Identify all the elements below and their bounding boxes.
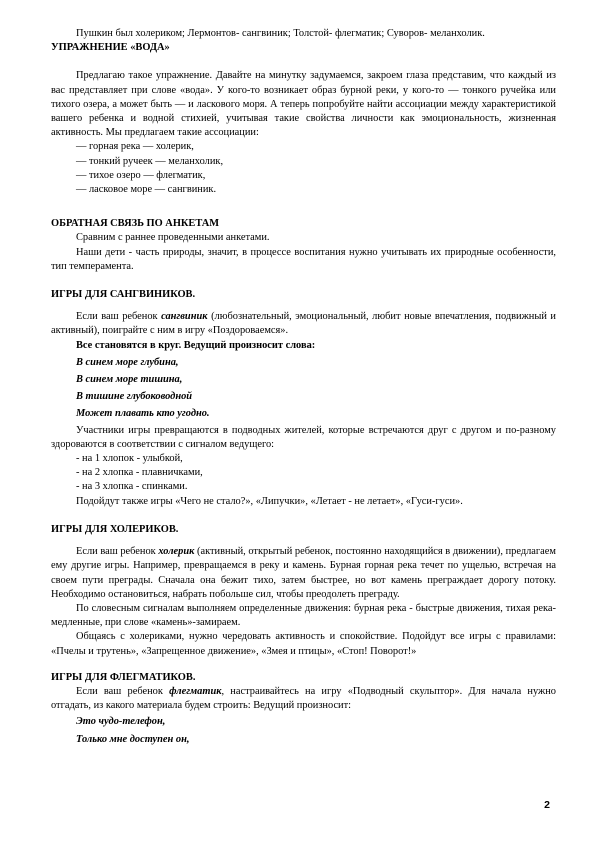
term-choleric: холерик <box>158 546 195 558</box>
section-heading-sanguine: ИГРЫ ДЛЯ САНГВИНИКОВ. <box>51 289 196 301</box>
sanguine-claps-list <box>51 452 556 495</box>
choleric-intro: Если ваш ребенок холерик (активный, открытый ребенок, постоянно находящийся в движении), предлагаем ему другие игры. Например, превращаемся в реку и камень. Бурная горная река течет по ущелью, встречая на своем пути преграды. Сначала она бежит тихо, затем быстрее, но вот камень преграждает дорогу потоку. Необходимо остановиться, набрать побольше сил, чтобы преодолеть преграду. <box>51 546 556 600</box>
list-item: — тихое озеро — флегматик, <box>76 169 206 181</box>
choleric-paragraph-2: По словесным сигналам выполняем определенные движения: бурная река - быстрые движения, тихая река- медленные, при слове «камень»-замираем. <box>51 602 556 629</box>
term-phlegmatic: флегматик <box>169 685 222 697</box>
page-number: 2 <box>544 799 550 811</box>
list-item: - на 3 хлопка - спинками. <box>76 481 188 493</box>
sanguine-paragraph: Участники игры превращаются в подводных жителей, которые встречаются друг с другом и по-разному здороваются в соответствии с сигналом ведущего: <box>51 424 556 450</box>
water-associations-list <box>51 140 556 197</box>
verse-line: Может плавать кто угодно. <box>76 408 210 420</box>
sanguine-also-games: Подойдут также игры «Чего не стало?», «Липучки», «Летает - не летает», «Гуси-гуси». <box>76 495 463 507</box>
section-heading-choleric: ИГРЫ ДЛЯ ХОЛЕРИКОВ. <box>51 523 179 535</box>
verse-line: В синем море тишина, <box>76 374 183 386</box>
list-item: - на 1 хлопок - улыбкой, <box>76 453 183 465</box>
feedback-line-2: Наши дети - часть природы, значит, в процессе воспитания нужно учитывать их природные особенности, тип темперамента. <box>51 246 556 272</box>
list-item: — горная река — холерик, <box>76 141 194 153</box>
sanguine-intro: Если ваш ребенок сангвиник (любознательный, эмоциональный, любит новые впечатления, подвижный и активный), поиграйте с ним в игру «Поздороваемся». <box>51 311 556 337</box>
section-heading-water: УПРАЖНЕНИЕ «ВОДА» <box>51 42 170 54</box>
section-heading-phlegmatic: ИГРЫ ДЛЯ ФЛЕГМАТИКОВ. <box>51 671 196 683</box>
list-item: - на 2 хлопка - плавничками, <box>76 467 203 479</box>
phlegmatic-verse-block <box>51 715 556 746</box>
water-paragraph: Предлагаю такое упражнение. Давайте на минутку задумаемся, закроем глаза представим, что каждый из вас представляет при слове «вода». У кого-то возникает образ бурной реки, у кого-то — тонкого ручейка или тихого озера, а может быть — и ласкового моря. А теперь попробуйте найти ассоциации между характеристикой вашего ребенка и водной стихией, учитывая такие свойства личности как эмоциональность, жизненная активность. Мы предлагаем такие ассоциации: <box>51 70 556 139</box>
verse-line: В тишине глубоководной <box>76 391 193 403</box>
phlegmatic-intro: Если ваш ребенок флегматик, настраивайтесь на игру «Подводный скульптор». Для начала нужно отгадать, из какого материала будем строить: Ведущий произносит: <box>51 685 556 712</box>
verse-line: Это чудо-телефон, <box>76 716 166 728</box>
temperament-examples: Пушкин был холериком; Лермонтов- сангвиник; Толстой- флегматик; Суворов- меланхолик. <box>76 28 485 39</box>
list-item: — тонкий ручеек — меланхолик, <box>76 155 224 167</box>
feedback-line-1: Сравним с раннее проведенными анкетами. <box>76 232 270 244</box>
list-item: — ласковое море — сангвиник. <box>76 184 217 196</box>
term-sanguine: сангвиник <box>161 311 208 323</box>
sanguine-verse-block <box>51 339 556 422</box>
choleric-paragraph-3: Общаясь с холериками, нужно чередовать активность и спокойствие. Подойдут все игры с правилами: «Пчелы и трутень», «Запрещенное движение», «Змея и птицы», «Стоп! Поворот!» <box>51 631 556 657</box>
verse-line: Только мне доступен он, <box>76 733 190 745</box>
verse-line: В синем море глубина, <box>76 356 179 368</box>
section-heading-feedback: ОБРАТНАЯ СВЯЗЬ ПО АНКЕТАМ <box>51 218 220 230</box>
sanguine-instruction: Все становятся в круг. Ведущий произносит слова: <box>76 339 316 351</box>
document-page <box>51 27 556 747</box>
